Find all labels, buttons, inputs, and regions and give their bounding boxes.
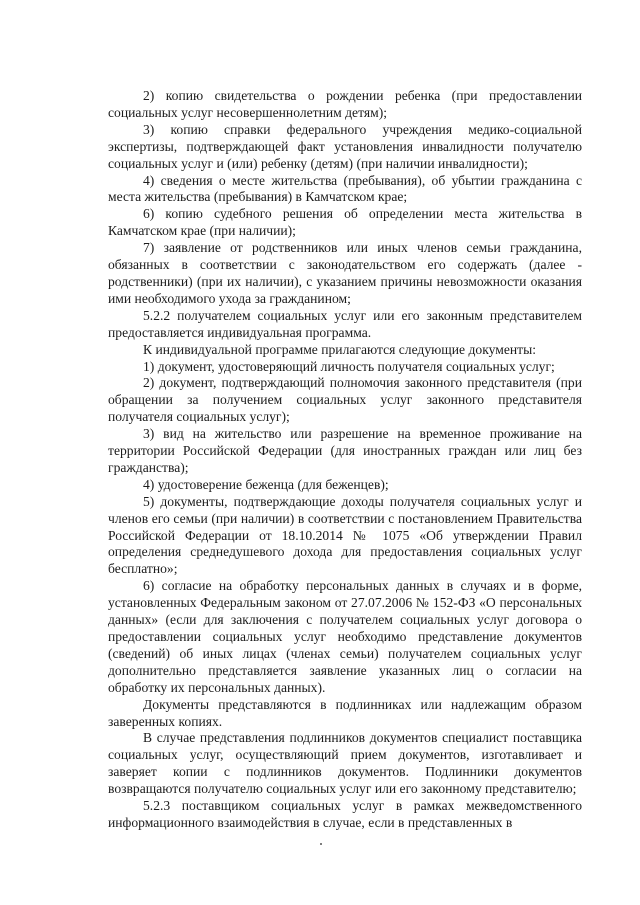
paragraph: 2) копию свидетельства о рождении ребенка (при предоставлении социальных услуг несовершеннолетним детям); — [108, 88, 582, 120]
paragraph: 3) копию справки федерального учреждения медико-социальной экспертизы, подтверждающей факт установления инвалидности получателю социальных услуг и (или) ребенку (детям) (при наличии инвалидности); — [108, 121, 582, 171]
paragraph: 2) документ, подтверждающий полномочия законного представителя (при обращении за получением социальных услуг законного представителя получателя социальных услуг); — [108, 375, 582, 425]
scan-artifact — [320, 843, 322, 845]
paragraph: 6) согласие на обработку персональных данных в случаях и в форме, установленных Федеральным законом от 27.07.2006 № 152-ФЗ «О персональных данных» (если для заключения с получателем социальных услуг договора о предоставлении социальных услуг необходимо представление документов (сведений) об иных лицах (членах семьи) получателем социальных услуг дополнительно представляется заявление указанных лиц о согласии на обработку их персональных данных). — [108, 578, 582, 695]
paragraph: 1) документ, удостоверяющий личность получателя социальных услуг; — [143, 358, 555, 374]
paragraph: К индивидуальной программе прилагаются следующие документы: — [143, 341, 536, 357]
paragraph: 5) документы, подтверждающие доходы получателя социальных услуг и членов его семьи (при наличии) в соответствии с постановлением Правительства Российской Федерации от 18.10.2014 № 1075 «Об утверждении Правил определения среднедушевого дохода для предоставления социальных услуг бесплатно»; — [108, 493, 582, 577]
paragraph: 6) копию судебного решения об определении места жительства в Камчатском крае (при наличии); — [108, 206, 582, 239]
paragraph: 3) вид на жительство или разрешение на временное проживание на территории Российской Федерации (для иностранных граждан или лиц без гражданства); — [108, 426, 582, 475]
document-page — [108, 88, 582, 832]
paragraph: В случае представления подлинников документов специалист поставщика социальных услуг, осуществляющий прием документов, изготавливает и заверяет копии с подлинников документов. Подлинники документов возвращаются получателю социальных услуг или его законному представителю; — [108, 730, 582, 797]
paragraph: 7) заявление от родственников или иных членов семьи гражданина, обязанных в соответствии с законодательством его содержать (далее - родственники) (при их наличии), с указанием причины невозможности оказания ими необходимого ухода за гражданином; — [108, 240, 582, 306]
paragraph: 4) сведения о месте жительства (пребывания), об убытии гражданина с места жительства (пребывания) в Камчатском крае; — [108, 172, 582, 205]
paragraph: 5.2.3 поставщиком социальных услуг в рамках межведомственного информационного взаимодействия в случае, если в представленных в — [108, 798, 582, 830]
paragraph: Документы представляются в подлинниках или надлежащим образом заверенных копиях. — [108, 696, 582, 729]
paragraph: 4) удостоверение беженца (для беженцев); — [143, 476, 389, 492]
paragraph: 5.2.2 получателем социальных услуг или его законным представителем предоставляется индивидуальная программа. — [108, 307, 582, 340]
